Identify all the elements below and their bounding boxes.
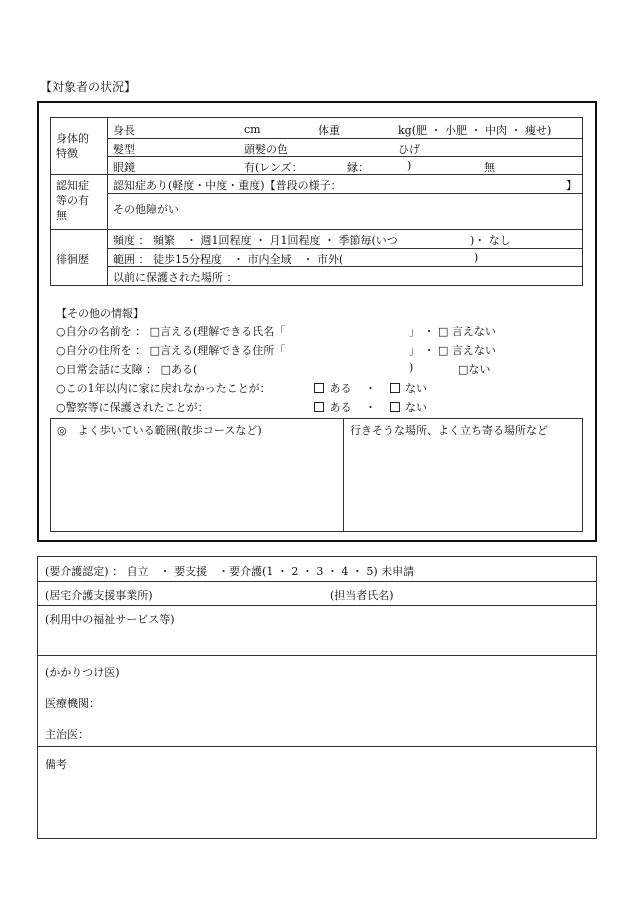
medical-institution-label: 医療機関： <box>45 697 100 710</box>
glasses-none: 無 <box>484 161 495 174</box>
beard-label: ひげ <box>398 143 420 156</box>
name-question: ○自分の名前を ： □言える(理解できる氏名「 <box>56 325 286 338</box>
checkbox-icon[interactable] <box>314 383 324 393</box>
hair-color-label: 頭髪の色 <box>244 143 288 156</box>
wandering-frequency-end: )・ なし <box>470 234 511 247</box>
cm-unit: cm <box>244 123 261 136</box>
glasses-close: ) <box>407 159 412 172</box>
welfare-service-label: (利用中の福祉サービス等) <box>45 613 175 626</box>
remarks-label: 備考 <box>45 758 67 771</box>
other-disability: その他障がい <box>113 203 179 216</box>
previous-protection-place: 以前に保護された場所 ： <box>113 271 238 284</box>
name-question-end: 」 ・ □ 言えない <box>409 325 496 338</box>
wandering-label: 徘徊歴 <box>56 253 89 266</box>
dementia-status: 認知症あり(軽度・中度・重度)【普段の様子： <box>113 179 342 192</box>
glasses-label: 眼鏡 <box>113 161 135 174</box>
conversation-question: ○日常会話に支障 ： □ある( <box>56 363 198 376</box>
address-question-end: 」 ・ □ 言えない <box>409 344 496 357</box>
body-type-options: kg(肥 ・ 小肥 ・ 中肉 ・ 痩せ) <box>398 124 552 137</box>
checkbox-icon[interactable] <box>390 402 400 412</box>
not-returned-question: ○この1年以内に家に戻れなかったことが： <box>56 382 271 395</box>
dementia-close: 】 <box>566 179 577 192</box>
attending-doctor-label: 主治医： <box>45 728 89 741</box>
other-info-title: 【その他の情報】 <box>56 307 144 320</box>
frame-label: 縁： <box>347 161 369 174</box>
physical-label: 身体的 特徴 <box>56 132 89 160</box>
section-title: 【対象者の状況】 <box>40 80 137 94</box>
height-label: 身長 <box>113 124 135 137</box>
walking-range-label: ◎ よく歩いている範囲(散歩コースなど) <box>57 424 262 437</box>
conversation-close: ) <box>409 361 414 374</box>
frequent-places-label: 行きそうな場所、よく立ち寄る場所など <box>350 424 548 437</box>
dementia-label: 認知症 等の有 無 <box>56 179 89 222</box>
not-returned-options: ある ・ ない <box>314 380 427 396</box>
wandering-range-end: ) <box>474 251 479 264</box>
staff-name-label: (担当者氏名) <box>330 589 394 602</box>
weight-label: 体重 <box>318 124 340 137</box>
care-level: (要介護認定) ： 自立 ・ 要支援 ・要介護(1 ・ 2 ・ 3 ・ 4 ・ 5) 未申請 <box>45 565 415 578</box>
family-doctor-label: (かかりつけ医) <box>45 666 120 679</box>
police-question: ○警察等に保護されたことが： <box>56 401 209 414</box>
wandering-range: 範囲 ： 徒歩15分程度 ・ 市内全域 ・ 市外( <box>113 253 344 266</box>
hairstyle-label: 髪型 <box>113 143 135 156</box>
police-options: ある ・ ない <box>314 399 427 415</box>
checkbox-icon[interactable] <box>314 402 324 412</box>
checkbox-icon[interactable] <box>390 383 400 393</box>
glasses-yes: 有(レンズ： <box>244 161 303 174</box>
address-question: ○自分の住所を ： □言える(理解できる住所「 <box>56 344 286 357</box>
care-office-label: (居宅介護支援事業所) <box>45 589 153 602</box>
conversation-no: □ない <box>458 363 491 376</box>
wandering-frequency: 頻度 ： 頻繁 ・ 週1回程度 ・ 月1回程度 ・ 季節毎(いつ <box>113 234 398 247</box>
